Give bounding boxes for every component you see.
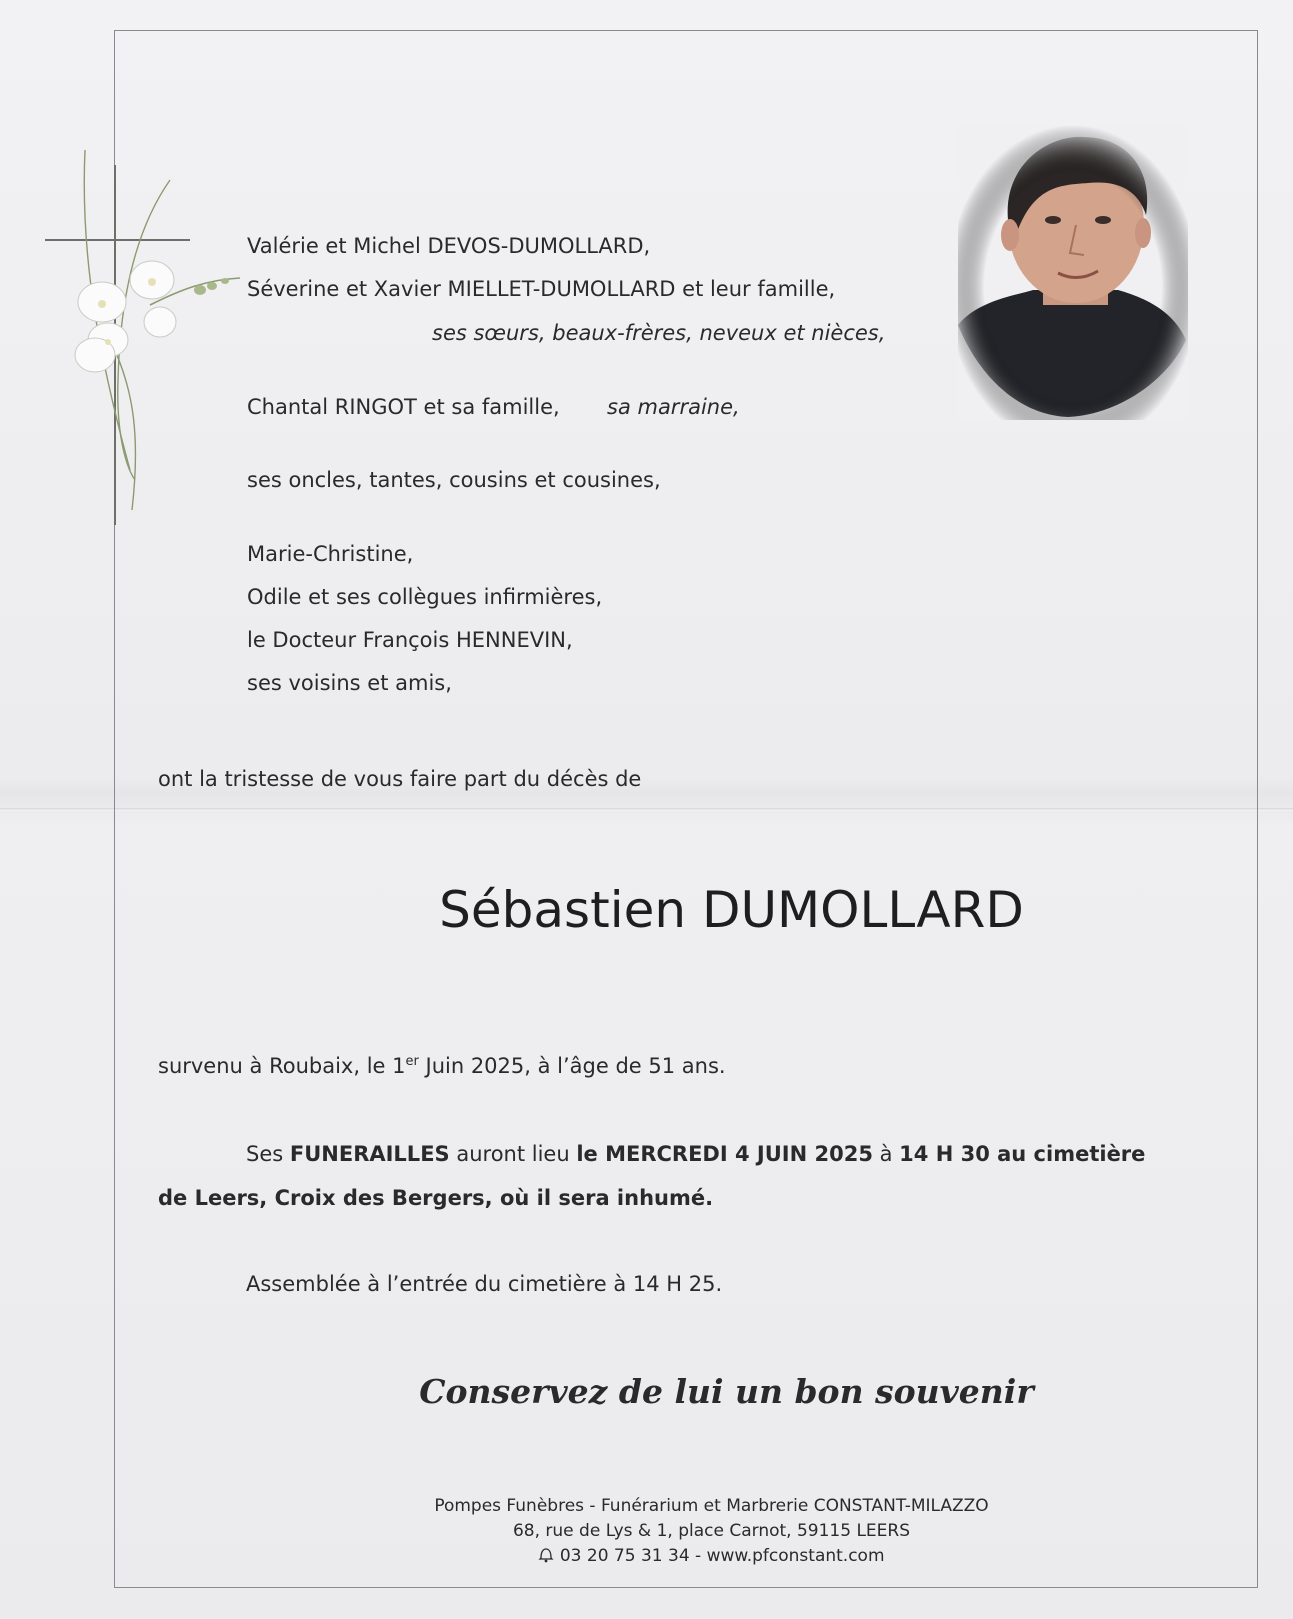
motto: Conservez de lui un bon souvenir [419,1372,1034,1411]
friends-line-3: le Docteur François HENNEVIN, [247,628,573,652]
funeral-word-3: auront lieu [449,1142,577,1166]
phone-icon [538,1547,554,1563]
friends-line-1: Marie-Christine, [247,542,414,566]
funeral-time: 14 H 30 au cimetière [899,1142,1146,1166]
godmother-name: Chantal RINGOT et sa famille, [247,395,560,419]
godmother-role: sa marraine, [607,395,740,419]
relatives-line: ses oncles, tantes, cousins et cousines, [247,468,661,492]
family-line-2: Séverine et Xavier MIELLET-DUMOLLARD et leur famille, [247,277,836,301]
death-details-sup: er [405,1054,419,1069]
deceased-last-name: DUMOLLARD [701,881,1024,939]
portrait-photo [958,125,1188,420]
footer-address: 68, rue de Lys & 1, place Carnot, 59115 LEERS [512,1521,911,1541]
family-relation-line: ses sœurs, beaux-frères, neveux et nièces, [432,321,886,345]
friends-line-4: ses voisins et amis, [247,671,452,695]
deceased-first-name: Sébastien [439,881,687,939]
footer-company: Pompes Funèbres - Funérarium et Marbrerie CONSTANT-MILAZZO [434,1496,989,1516]
announcement-line: ont la tristesse de vous faire part du décès de [158,767,642,791]
friends-line-2: Odile et ses collègues infirmières, [247,585,603,609]
funeral-word-1: Ses [246,1142,290,1166]
death-details-suffix: Juin 2025, à l’âge de 51 ans. [418,1054,726,1078]
deceased-name [0,880,1293,940]
footer-contact: 03 20 75 31 34 - www.pfconstant.com [559,1546,885,1566]
death-details [158,1053,726,1079]
cross-with-orchids-icon [40,140,250,530]
death-details-prefix: survenu à Roubaix, le 1 [158,1054,406,1078]
funeral-line-2: de Leers, Croix des Bergers, où il sera inhumé. [158,1186,714,1210]
funeral-line-1 [246,1141,1145,1167]
funeral-date: le MERCREDI 4 JUIN 2025 [576,1142,873,1166]
footer-contact-line [0,1544,1293,1569]
funeral-word-5: à [872,1142,900,1166]
funeral-word-2: FUNERAILLES [289,1142,450,1166]
family-line-1: Valérie et Michel DEVOS-DUMOLLARD, [247,234,651,258]
assembly-line: Assemblée à l’entrée du cimetière à 14 H 25. [246,1272,723,1296]
